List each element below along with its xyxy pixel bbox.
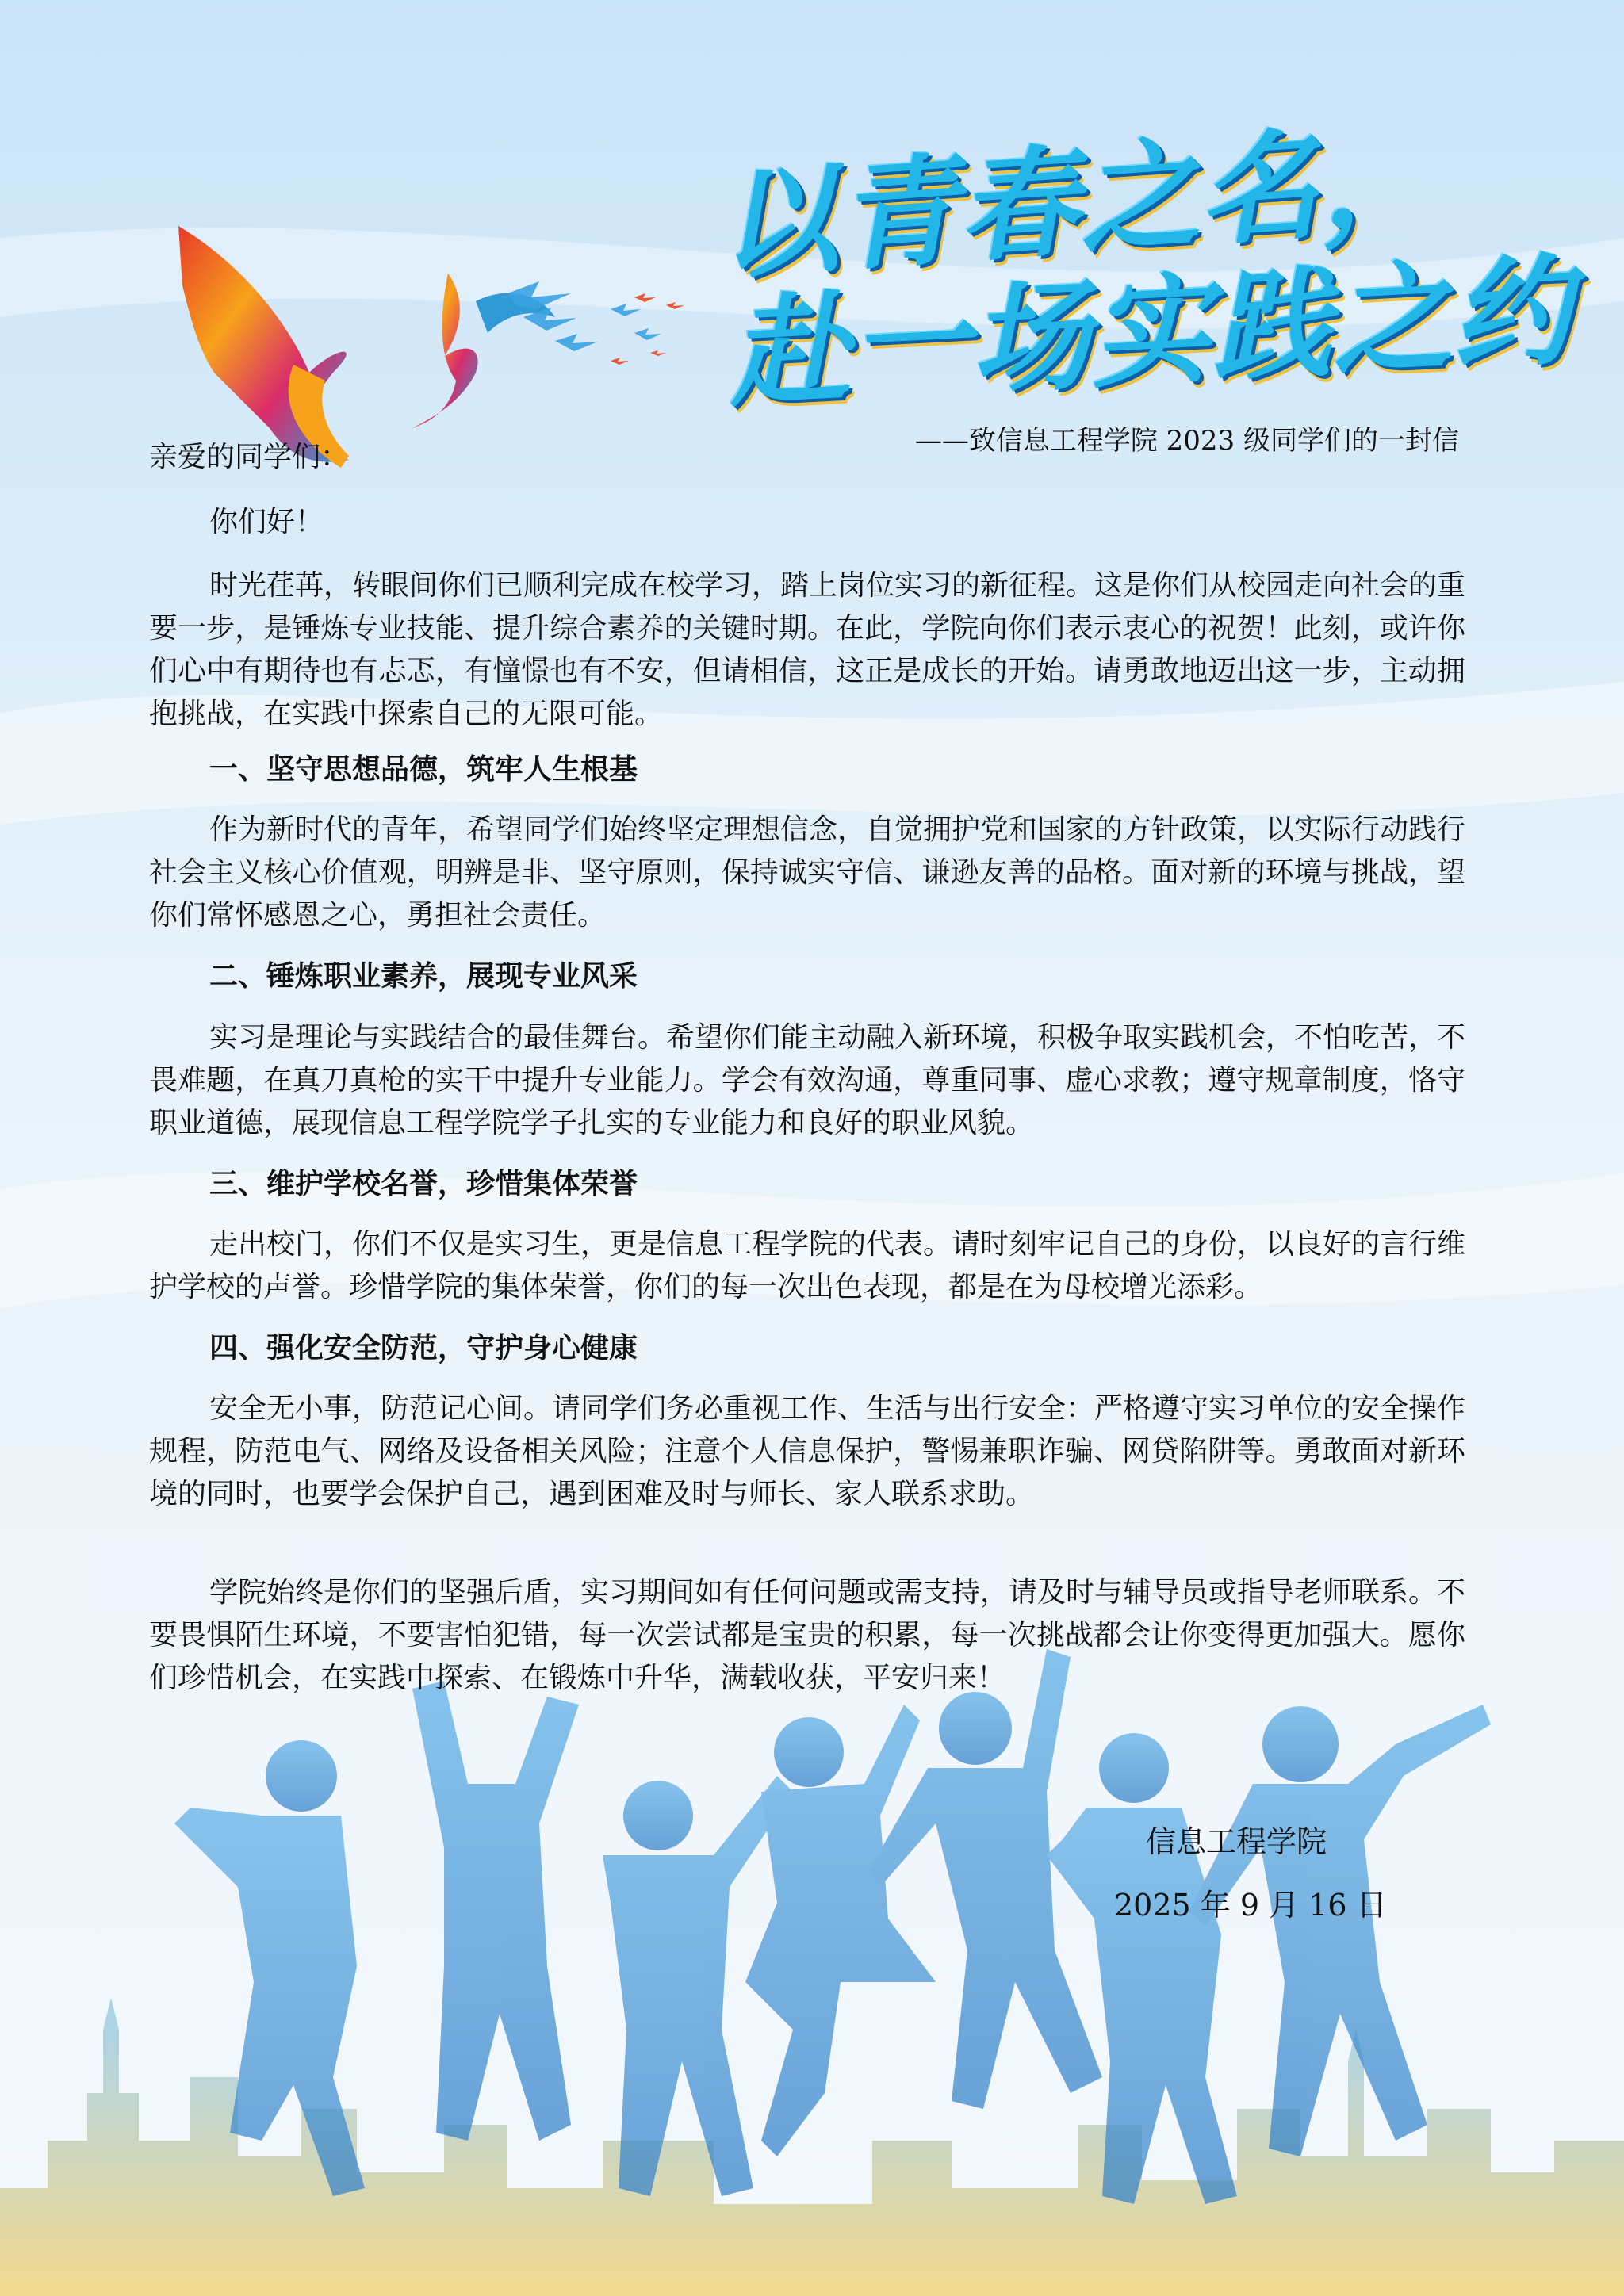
section-1-heading: 一、坚守思想品德，筑牢人生根基 [209, 752, 638, 786]
title-line-2: 赴一场实践之约 [726, 242, 1576, 424]
title-line-1: 以青春之名， [714, 108, 1445, 297]
date: 2025 年 9 月 16 日 [1114, 1888, 1387, 1923]
intro-paragraph: 时光荏苒，转眼间你们已顺利完成在校学习，踏上岗位实习的新征程。这是你们从校园走向社会的重要一步，是锤炼专业技能、提升综合素养的关键时期。在此，学院向你们表示衷心的祝贺！此刻，或许你们心中有期待也有忐忑，有憧憬也有不安，但请相信，这正是成长的开始。请勇敢地迈出这一步，主动拥抱挑战，在实践中探索自己的无限可能。 [149, 569, 1466, 730]
closing-paragraph: 学院始终是你们的坚强后盾，实习期间如有任何问题或需支持，请及时与辅导员或指导老师联系。不要畏惧陌生环境，不要害怕犯错，每一次尝试都是宝贵的积累，每一次挑战都会让你变得更加强大。愿你们珍惜机会，在实践中探索、在锻炼中升华，满载收获，平安归来！ [149, 1576, 1466, 1694]
greeting: 你们好！ [209, 506, 324, 538]
section-2-heading: 二、锤炼职业素养，展现专业风采 [209, 959, 638, 993]
section-3-heading: 三、维护学校名誉，珍惜集体荣誉 [209, 1167, 638, 1200]
section-4-heading: 四、强化安全防范，守护身心健康 [209, 1331, 638, 1364]
signature: 信息工程学院 [1146, 1824, 1327, 1859]
salutation: 亲爱的同学们： [149, 441, 350, 473]
section-2-body: 实习是理论与实践结合的最佳舞台。希望你们能主动融入新环境，积极争取实践机会，不怕吃苦，不畏难题，在真刀真枪的实干中提升专业能力。学会有效沟通，尊重同事、虚心求教；遵守规章制度，恪守职业道德，展现信息工程学院学子扎实的专业能力和良好的职业风貌。 [149, 1021, 1466, 1139]
section-3-body: 走出校门，你们不仅是实习生，更是信息工程学院的代表。请时刻牢记自己的身份，以良好的言行维护学校的声誉。珍惜学院的集体荣誉，你们的每一次出色表现，都是在为母校增光添彩。 [149, 1228, 1466, 1303]
section-1-body: 作为新时代的青年，希望同学们始终坚定理想信念，自觉拥护党和国家的方针政策，以实际行动践行社会主义核心价值观，明辨是非、坚守原则，保持诚实守信、谦逊友善的品格。面对新的环境与挑战，望你们常怀感恩之心，勇担社会责任。 [149, 813, 1466, 932]
section-4-body: 安全无小事，防范记心间。请同学们务必重视工作、生活与出行安全：严格遵守实习单位的安全操作规程，防范电气、网络及设备相关风险；注意个人信息保护，警惕兼职诈骗、网贷陷阱等。勇敢面对新环境的同时，也要学会保护自己，遇到困难及时与师长、家人联系求助。 [149, 1392, 1466, 1510]
subtitle: ——致信息工程学院 2023 级同学们的一封信 [914, 425, 1459, 457]
